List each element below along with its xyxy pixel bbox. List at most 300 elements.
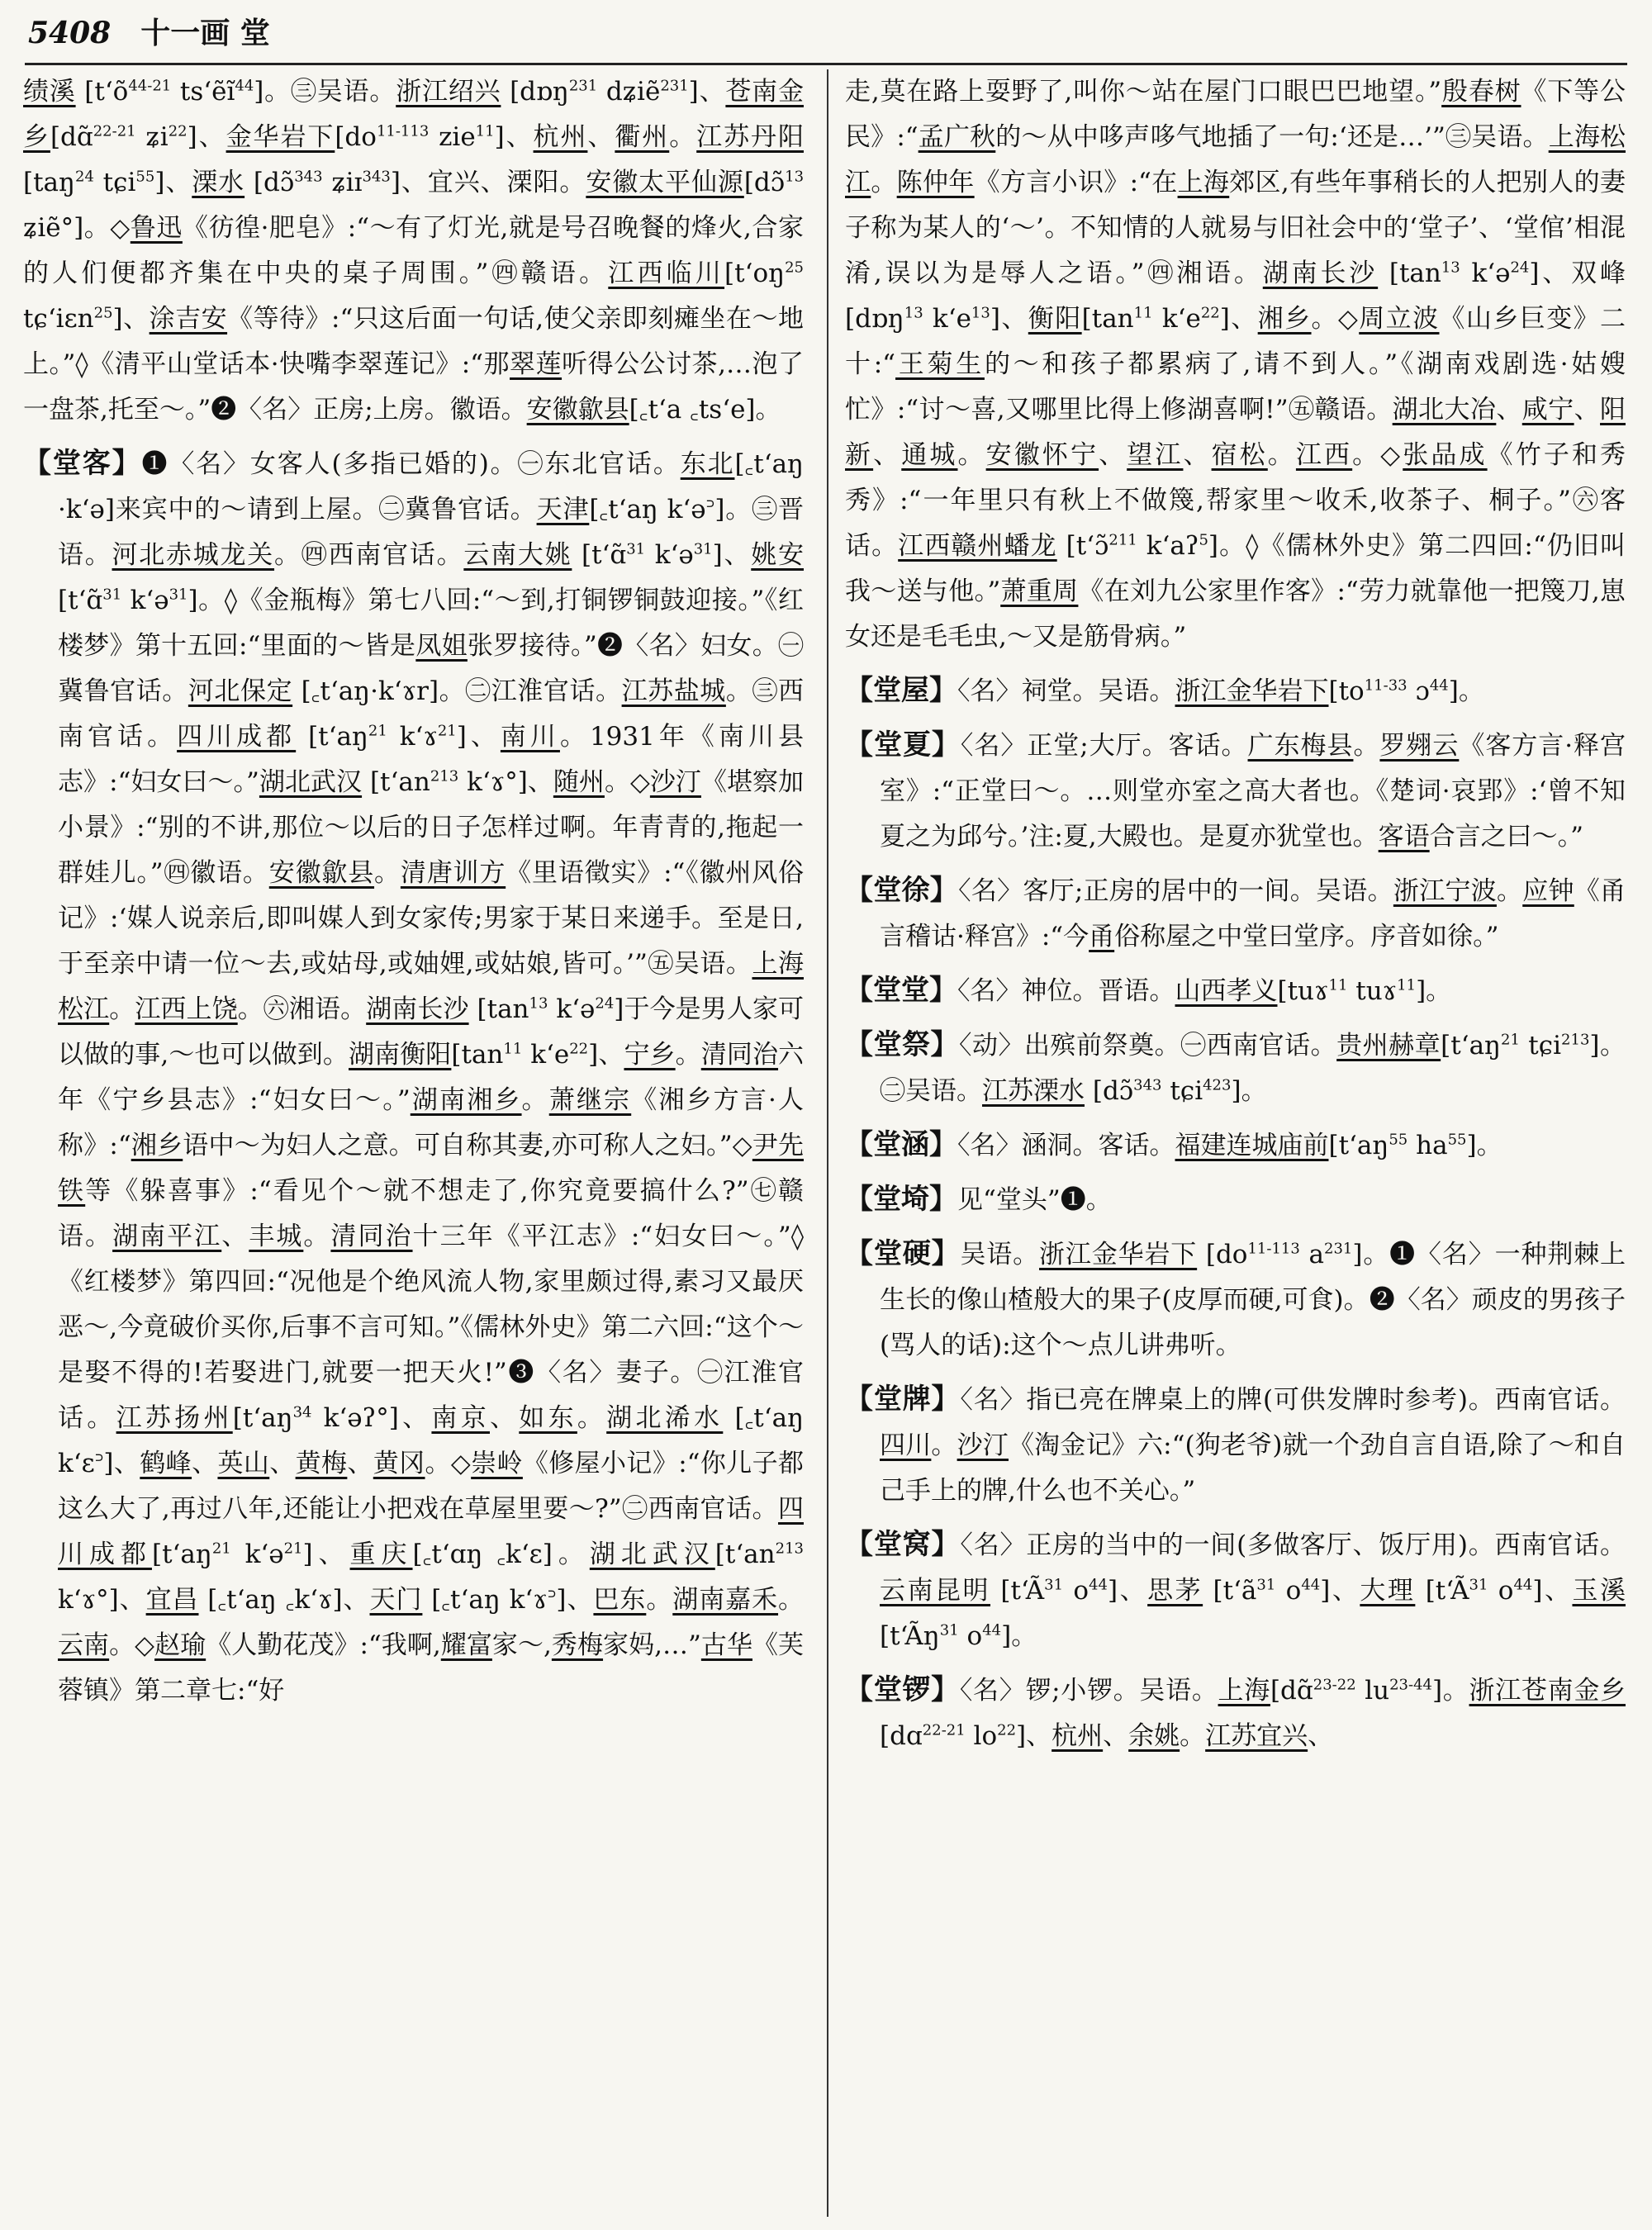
entry-text: 《湘乡方言·人称》:“ [58, 1085, 804, 1160]
dictionary-entry [845, 668, 1626, 714]
entry-text: zie [429, 122, 476, 152]
underlined-term: 如东 [519, 1403, 577, 1433]
entry-text: [t‘õ [75, 77, 129, 107]
tone-superscript: 343 [294, 168, 323, 186]
tone-superscript: 55 [135, 168, 155, 186]
dictionary-entry [845, 1377, 1626, 1514]
underlined-term: 湖北大冶 [1392, 395, 1497, 425]
entry-text: 。◇ [425, 1449, 472, 1478]
tone-superscript: 11-33 [1364, 676, 1408, 695]
page-header [28, 10, 1622, 59]
underlined-term: 思茅 [1147, 1576, 1203, 1606]
dictionary-entry [845, 1668, 1626, 1759]
tone-superscript: 21 [368, 722, 387, 740]
entry-text: 。 [1353, 731, 1380, 761]
entry-text: lo [965, 1721, 998, 1751]
underlined-term: 孟广秋 [918, 122, 996, 152]
underlined-term: 湖南衡阳 [349, 1040, 452, 1070]
underlined-term: 翠莲 [510, 349, 563, 379]
tone-superscript: 25 [785, 259, 804, 277]
entry-text: 郊区,有些年事稍长的人把别人的妻子称为某人的‘～’。不知情的人就易与旧社会中的‘堂子’、‘堂倌’相混淆,误以为是辱人之语。”㊃湘语。 [845, 168, 1626, 288]
underlined-term: 南川 [500, 722, 560, 752]
entry-text: 。 [303, 1222, 331, 1251]
entry-text: 。◇ [604, 767, 650, 797]
entry-text: 。 [374, 858, 401, 888]
entry-text: ]、 [688, 77, 726, 107]
entry-text: ]、 [494, 122, 534, 152]
underlined-term: 湖北浠水 [606, 1403, 724, 1433]
tone-superscript: 13 [904, 304, 923, 322]
dictionary-entry [23, 69, 804, 433]
tone-superscript: 31 [1256, 1576, 1276, 1594]
tone-superscript: 11 [475, 122, 495, 140]
underlined-term: 江苏溧水 [982, 1076, 1085, 1106]
entry-text: [t‘an [362, 767, 430, 797]
underlined-term: 四川成都 [58, 1494, 804, 1569]
entry-text: 、 [1103, 1721, 1129, 1751]
underlined-term: 殷春树 [1441, 77, 1521, 107]
entry-text: [t‘aŋ [151, 1540, 212, 1569]
entry-text: 《人勤花茂》:“我啊, [206, 1630, 441, 1660]
underlined-term: 南京 [431, 1403, 490, 1433]
tone-superscript: 21 [211, 1540, 231, 1558]
headword: 【堂祭】 [845, 1028, 960, 1061]
entry-text: ]。◊《儒林外史》第二四回:“仍旧叫我～送与他。” [845, 531, 1626, 606]
entry-text: 、 [347, 1449, 373, 1478]
underlined-term: 周立波 [1359, 304, 1440, 334]
underlined-term: 王菊生 [895, 349, 985, 379]
underlined-term: 阳新 [845, 395, 1626, 470]
entry-text: 《竹子和秀秀》:“一年里只有秋上不做篾,帮家里～收禾,收茶子、桐子。”㊅客话。 [845, 440, 1626, 561]
entry-text: ts‘ẽĩ [171, 77, 235, 107]
tone-superscript: 31 [626, 540, 646, 558]
underlined-term: 河北赤城龙关 [112, 540, 275, 570]
underlined-term: 贵州赫章 [1336, 1031, 1441, 1060]
entry-text: 。◇ [109, 1630, 155, 1660]
entry-text: ]、 [712, 540, 752, 570]
entry-text: ɔ [1407, 676, 1430, 706]
entry-text: ]、 [1532, 1576, 1573, 1606]
entry-text: o [1488, 1576, 1514, 1606]
underlined-term: 沙汀 [957, 1431, 1009, 1460]
tone-superscript: 24 [595, 994, 615, 1013]
headword: 【堂牌】 [845, 1383, 961, 1416]
underlined-term: 安徽怀宁 [985, 440, 1099, 470]
underlined-term: 江苏扬州 [116, 1403, 233, 1433]
entry-text: [taŋ [23, 168, 75, 197]
entry-text: ha [1408, 1131, 1448, 1160]
underlined-term: 姚安 [751, 540, 804, 570]
underlined-term: 通城 [901, 440, 958, 470]
tone-superscript: 31 [939, 1621, 959, 1639]
entry-text: ]、 [154, 168, 192, 197]
headword: 【堂夏】 [845, 728, 961, 762]
entry-text: k‘ə [645, 540, 694, 570]
entry-text: 、 [269, 1449, 296, 1478]
entry-text: o [1063, 1576, 1089, 1606]
entry-text: [t‘ɑ̃ [58, 586, 103, 615]
entry-text: ]、 [990, 304, 1028, 334]
underlined-term: 江苏丹阳 [696, 122, 804, 152]
underlined-term: 甬 [1089, 922, 1115, 951]
underlined-term: 古华 [700, 1630, 752, 1660]
underlined-term: 宜昌 [145, 1585, 199, 1615]
underlined-term: 秀梅 [551, 1630, 604, 1660]
underlined-term: 客语 [1378, 822, 1430, 852]
entry-text: [꜀t‘aŋ·k‘ɤr]。㊁江淮官话。 [292, 676, 622, 706]
entry-text: 《里语徵实》:“《徽州风俗记》:‘媒人说亲后,即叫媒人到女家传;男家于某日来递手。至是日,于至亲中请一位～去,或姑母,或妯娌,或姑娘,皆可。’”㊄吴语。 [58, 858, 804, 979]
tone-superscript: 34 [292, 1403, 312, 1421]
entry-text: 、 [1574, 395, 1601, 425]
entry-text: 。㊂西南官话。 [58, 676, 804, 752]
entry-text: 〈名〉祠堂。吴语。 [957, 676, 1175, 706]
underlined-term: 丰城 [249, 1222, 304, 1251]
entry-text: o [958, 1621, 983, 1651]
tone-superscript: 5 [1199, 531, 1208, 549]
underlined-term: 上海松江 [845, 122, 1626, 197]
entry-text: o [1275, 1576, 1302, 1606]
tone-superscript: 22-21 [93, 122, 136, 140]
underlined-term: 鹤峰 [140, 1449, 192, 1478]
underlined-term: 咸宁 [1521, 395, 1574, 425]
entry-text: [dɔ̃ [244, 168, 295, 197]
left-column [23, 69, 804, 2209]
entry-text: ]。 [1231, 1076, 1267, 1106]
entry-text: 六年《宁乡县志》:“妇女曰～。” [58, 1040, 804, 1115]
tone-superscript: 21 [437, 722, 457, 740]
underlined-term: 浙江绍兴 [396, 77, 501, 107]
tone-superscript: 213 [775, 1540, 804, 1558]
entry-text: ʑiẽ°]。◇ [23, 213, 131, 243]
underlined-term: 湘乡 [1257, 304, 1312, 334]
underlined-term: 涂吉安 [149, 304, 228, 334]
entry-text: 、 [587, 122, 615, 152]
underlined-term: 赵瑜 [154, 1630, 206, 1660]
entry-text: ]、 [1108, 1576, 1148, 1606]
entry-text: [t‘Ãŋ [880, 1621, 940, 1651]
entry-text: 〈名〉正堂;大厅。客话。 [960, 731, 1248, 761]
section-title: 十一画 堂 [140, 16, 270, 50]
entry-text: ]。 [1431, 1676, 1469, 1706]
entry-text: ]、宜兴、溧阳。 [390, 168, 586, 197]
entry-text: 、 [1183, 440, 1212, 470]
tone-superscript: 11 [503, 1040, 523, 1058]
entry-text: ]。❶〈名〉一种荆棘上生长的像山楂般大的果子(皮厚而硬,可食)。❷〈名〉顽皮的男孩子(骂人的话):这个～点儿讲弗听。 [880, 1240, 1626, 1360]
underlined-term: 湘乡 [131, 1131, 183, 1160]
underlined-term: 江西上饶 [135, 994, 238, 1024]
entry-text: 。 [669, 122, 697, 152]
entry-text: [t‘ɔ̃ [1056, 531, 1109, 561]
underlined-term: 江西临川 [608, 259, 725, 288]
entry-text: ]。◊《金瓶梅》第七八回:“～到,打铜锣铜鼓迎接。”《红楼梦》第十五回:“里面的～皆是 [58, 586, 804, 661]
tone-superscript: 11 [1328, 976, 1348, 994]
underlined-term: 苍南金乡 [23, 77, 804, 152]
entry-text: 、 [1308, 1721, 1334, 1751]
underlined-term: 四川 [880, 1431, 932, 1460]
entry-text: [tan [1081, 304, 1134, 334]
entry-text: [tuɤ [1277, 976, 1329, 1006]
entry-text: 。 [1267, 440, 1296, 470]
entry-text: 。 [521, 1085, 549, 1115]
entry-text: k‘ə [121, 586, 169, 615]
entry-text: 。㊃西南官话。 [274, 540, 464, 570]
tone-superscript: 11 [1397, 976, 1417, 994]
underlined-term: 英山 [217, 1449, 270, 1478]
headword: 【堂徐】 [845, 874, 959, 907]
entry-text: 、 [221, 1222, 249, 1251]
underlined-term: 溧水 [192, 168, 245, 197]
underlined-term: 清唐训方 [400, 858, 506, 888]
tone-superscript: 31 [1469, 1576, 1488, 1594]
entry-text: 《下等公民》:“ [845, 77, 1626, 152]
underlined-term: 天门 [369, 1585, 423, 1615]
entry-text: 的～从中哆声哆气地插了一句:‘还是…’”㊂吴语。 [995, 122, 1549, 152]
underlined-term: 广东梅县 [1247, 731, 1354, 761]
entry-text: 《堪察加小景》:“别的不讲,那位～以后的日子怎样过啊。年青青的,拖起一群娃儿。”㊃徽语。 [58, 767, 804, 888]
entry-text: k‘ə [548, 994, 596, 1024]
tone-superscript: 22 [1200, 304, 1220, 322]
entry-text: 《修屋小记》:“你儿子都这么大了,再过八年,还能让小把戏在草屋里要～?”㊁西南官话。 [58, 1449, 804, 1524]
tone-superscript: 44 [1429, 676, 1449, 695]
headword: 【堂客】 [23, 447, 142, 480]
column-divider [827, 69, 828, 2217]
tone-superscript: 55 [1389, 1131, 1408, 1149]
underlined-term: 衢州 [615, 122, 670, 152]
tone-superscript: 31 [169, 586, 188, 604]
entry-text: 〈名〉神位。晋语。 [957, 976, 1175, 1006]
underlined-term: 应钟 [1522, 876, 1574, 906]
tone-superscript: 44 [1513, 1576, 1533, 1594]
entry-text: 等《躲喜事》:“看见个～就不想走了,你究竟要搞什么?”㊆赣语。 [58, 1176, 804, 1251]
tone-superscript: 44 [1089, 1576, 1108, 1594]
underlined-term: 湖南嘉禾 [672, 1585, 779, 1615]
underlined-term: 陈仲年 [896, 168, 975, 197]
entry-text: 家妈,…” [603, 1630, 701, 1660]
underlined-term: 耀富 [440, 1630, 492, 1660]
underlined-term: 江西赣州蟠龙 [898, 531, 1057, 561]
entry-text: [t‘an [714, 1540, 776, 1569]
entry-text: [꜀t‘aŋ k‘ə꜄]。㊂晋语。 [58, 495, 804, 570]
headword: 【堂锣】 [845, 1673, 960, 1706]
tone-superscript: 21 [283, 1540, 303, 1558]
entry-text: 。1931年《南川县志》:“妇女曰～。” [58, 722, 804, 797]
entry-text: 。◇ [1311, 304, 1360, 334]
underlined-term: 黄冈 [373, 1449, 425, 1478]
entry-text: ]、 [1016, 1721, 1052, 1751]
underlined-term: 萧重周 [1000, 576, 1079, 606]
underlined-term: 山西孝义 [1175, 976, 1278, 1006]
headword: 【堂屋】 [845, 674, 957, 707]
tone-superscript: 213 [1561, 1031, 1590, 1049]
tone-superscript: 231 [1324, 1240, 1353, 1258]
entry-text: [꜀t‘aŋ ·k‘ə]来宾中的～请到上屋。㊁冀鲁官话。 [58, 449, 804, 524]
entry-text: [t‘aŋ [1328, 1131, 1389, 1160]
entry-text: 、 [1099, 440, 1127, 470]
underlined-term: 张品成 [1403, 440, 1488, 470]
entry-text: ]、 [302, 1540, 350, 1569]
underlined-term: 杭州 [533, 122, 588, 152]
underlined-term: 河北保定 [188, 676, 293, 706]
tone-superscript: 343 [1133, 1076, 1162, 1094]
right-column [845, 69, 1626, 2209]
entry-text: [to [1328, 676, 1365, 706]
tone-superscript: 211 [1108, 531, 1137, 549]
entry-text: ]、 [1219, 304, 1258, 334]
headword: 【堂硬】 [845, 1237, 961, 1270]
tone-superscript: 13 [971, 304, 990, 322]
dictionary-entry [845, 1177, 1626, 1223]
tone-superscript: 22 [997, 1721, 1017, 1739]
underlined-term: 尹先铁 [58, 1131, 804, 1206]
underlined-term: 福建连城庙前 [1175, 1131, 1329, 1160]
entry-text: k‘ɤ [387, 722, 438, 752]
entry-text: 十三年《平江志》:“妇女曰～。”◊《红楼梦》第四回:“况他是个绝风流人物,家里颇过得,素习又最厌恶～,今竟破价买你,后事不言可知。”《儒林外史》第二六回:“这个～是娶不得的!若娶进门,就要一把天火!”❸〈名〉妻子。㊀江淮官话。 [58, 1222, 804, 1433]
entry-text: 。 [675, 1040, 701, 1070]
tone-superscript: 213 [430, 767, 459, 785]
entry-text: 、 [1496, 395, 1522, 425]
entry-text: [t‘Ã [990, 1576, 1045, 1606]
tone-superscript: 44-21 [128, 77, 172, 95]
tone-superscript: 13 [785, 168, 804, 186]
underlined-term: 江苏盐城 [621, 676, 726, 706]
entry-text: 。 [1496, 876, 1523, 906]
entry-text: [t‘oŋ [724, 259, 786, 288]
entry-text: ❶〈名〉女客人(多指已婚的)。㊀东北官话。 [141, 449, 681, 479]
entry-text: 俗称屋之中堂曰堂序。序音如徐。” [1114, 922, 1499, 951]
entry-text: 《淘金记》六:“(狗老爷)就一个劲自言自语,除了～和自己手上的牌,什么也不关心。” [880, 1431, 1626, 1506]
dictionary-entry [845, 1231, 1626, 1369]
underlined-term: 云南 [58, 1630, 110, 1660]
entry-text: [꜀t‘aŋ k‘ɤ꜄]、 [422, 1585, 594, 1615]
entry-text: [dɑ̃ [50, 122, 93, 152]
tone-superscript: 13 [529, 994, 548, 1013]
underlined-term: 安徽歙县 [526, 395, 629, 425]
entry-text: 《芙蓉镇》第二章七:“好 [58, 1630, 804, 1706]
entry-text: tuɤ [1347, 976, 1398, 1006]
entry-text: tɕi [93, 168, 136, 197]
entry-text: ]。 [1466, 1131, 1502, 1160]
underlined-term: 江西 [1295, 440, 1353, 470]
tone-superscript: 21 [1501, 1031, 1520, 1049]
underlined-term: 重庆 [349, 1540, 413, 1569]
entry-text: ]。㊂吴语。 [254, 77, 396, 107]
entry-text: ]。㊁吴语。 [880, 1031, 1626, 1106]
underlined-term: 玉溪 [1572, 1576, 1626, 1606]
entry-text: ]。 [1416, 976, 1452, 1006]
tone-superscript: 24 [75, 168, 94, 186]
entry-text: ]、 [456, 722, 501, 752]
entry-text: 张罗接待。”❷〈名〉妇女。㊀冀鲁官话。 [58, 631, 804, 706]
entry-text: 《客方言·释宫室》:“正堂曰～。…则堂亦室之高大者也。《楚词·哀郢》:‘曾不知夏之为邱兮。’注:夏,大殿也。是夏亦犹堂也。 [880, 731, 1626, 852]
entry-text: k‘ɤ°]、 [458, 767, 553, 797]
underlined-term: 云南大姚 [463, 540, 572, 570]
tone-superscript: 22 [569, 1040, 589, 1058]
underlined-term: 湖南长沙 [366, 994, 469, 1024]
underlined-term: 清同治 [700, 1040, 779, 1070]
underlined-term: 巴东 [593, 1585, 647, 1615]
underlined-term: 随州 [553, 767, 605, 797]
entry-text: 语中～为妇人之意。可自称其妻,亦可称人之妇。”◇ [183, 1131, 752, 1160]
underlined-term: 湖南湘乡 [410, 1085, 522, 1115]
entry-text: 《甬言稽诂·释宫》:“今 [880, 876, 1626, 951]
tone-superscript: 231 [660, 77, 689, 95]
entry-text: [tan [451, 1040, 504, 1070]
underlined-term: 上海松江 [58, 949, 804, 1024]
underlined-term: 鲁迅 [130, 213, 183, 243]
dictionary-entry [845, 1122, 1626, 1169]
tone-superscript: 231 [568, 77, 598, 95]
underlined-term: 大理 [1360, 1576, 1416, 1606]
entry-text: [t‘aŋ [1441, 1031, 1502, 1060]
underlined-term: 浙江金华岩下 [1175, 676, 1329, 706]
entry-text: ]。 [1448, 676, 1484, 706]
entry-text: 《方言小识》:“在 [974, 168, 1178, 197]
entry-text: ]、双峰 [dɒŋ [845, 259, 1626, 334]
header-rule [25, 63, 1627, 65]
entry-text: tɕ‘iɛn [23, 304, 94, 334]
entry-text: k‘e [1152, 304, 1201, 334]
underlined-term: 湖北武汉 [589, 1540, 715, 1569]
dictionary-entry [845, 1022, 1626, 1114]
underlined-term: 上海 [1177, 168, 1230, 197]
dictionary-entry [23, 441, 804, 1714]
entry-text: k‘ə [230, 1540, 284, 1569]
underlined-term: 天津 [536, 495, 590, 524]
entry-text: dʑiẽ [597, 77, 661, 107]
tone-superscript: 22-21 [922, 1721, 966, 1739]
dictionary-entry [845, 968, 1626, 1014]
entry-text: 。 [957, 440, 986, 470]
entry-text: 〈名〉客厅;正房的居中的一间。吴语。 [958, 876, 1393, 906]
underlined-term: 上海 [1218, 1676, 1270, 1706]
entry-text: [t‘aŋ [296, 722, 368, 752]
entry-text: 。 [778, 1585, 804, 1615]
tone-superscript: 24 [1510, 259, 1530, 277]
tone-superscript: 22 [168, 122, 188, 140]
entry-text: [dɑ̃ [1270, 1676, 1313, 1706]
entry-text: 走,莫在路上耍野了,叫你～站在屋门口眼巴巴地望。” [845, 77, 1442, 107]
entry-text: tɕi [1519, 1031, 1562, 1060]
entry-text: ]、 [187, 122, 226, 152]
entry-text: [t‘ɑ̃ [572, 540, 627, 570]
underlined-term: 望江 [1127, 440, 1184, 470]
underlined-term: 清同治 [330, 1222, 413, 1251]
dictionary-entry [845, 69, 1626, 660]
entry-text: [dɑ [880, 1721, 923, 1751]
entry-text: 〈动〉出殡前祭奠。㊀西南官话。 [959, 1031, 1337, 1060]
underlined-term: 崇岭 [471, 1449, 523, 1478]
entry-text: 听得公公讨茶,…泡了一盘茶,托至～。”❷〈名〉正房;上房。徽语。 [23, 349, 804, 425]
underlined-term: 金华岩下 [225, 122, 335, 152]
entry-text: 《彷徨·肥皂》:“～有了灯光,就是号召晚餐的烽火,合家的人们便都齐集在中央的桌子周围。”㊃赣语。 [23, 213, 804, 288]
entry-text: 。 [577, 1403, 607, 1433]
entry-text: 合言之曰～。” [1429, 822, 1584, 852]
underlined-term: 安徽太平仙源 [586, 168, 744, 197]
tone-superscript: 423 [1203, 1076, 1232, 1094]
entry-text: 。◇ [1352, 440, 1403, 470]
dictionary-entry [845, 1522, 1626, 1659]
entry-text: 。 [1180, 1721, 1206, 1751]
underlined-term: 凤姐 [415, 631, 468, 661]
headword: 【堂窝】 [845, 1528, 961, 1561]
entry-text: 〈名〉涵洞。客话。 [957, 1131, 1175, 1160]
underlined-term: 宿松 [1211, 440, 1268, 470]
entry-text: 。㊅湘语。 [237, 994, 367, 1024]
tone-superscript: 31 [693, 540, 713, 558]
tone-superscript: 11-113 [376, 122, 430, 140]
tone-superscript: 44 [1301, 1576, 1321, 1594]
page-number: 5408 [28, 16, 112, 50]
